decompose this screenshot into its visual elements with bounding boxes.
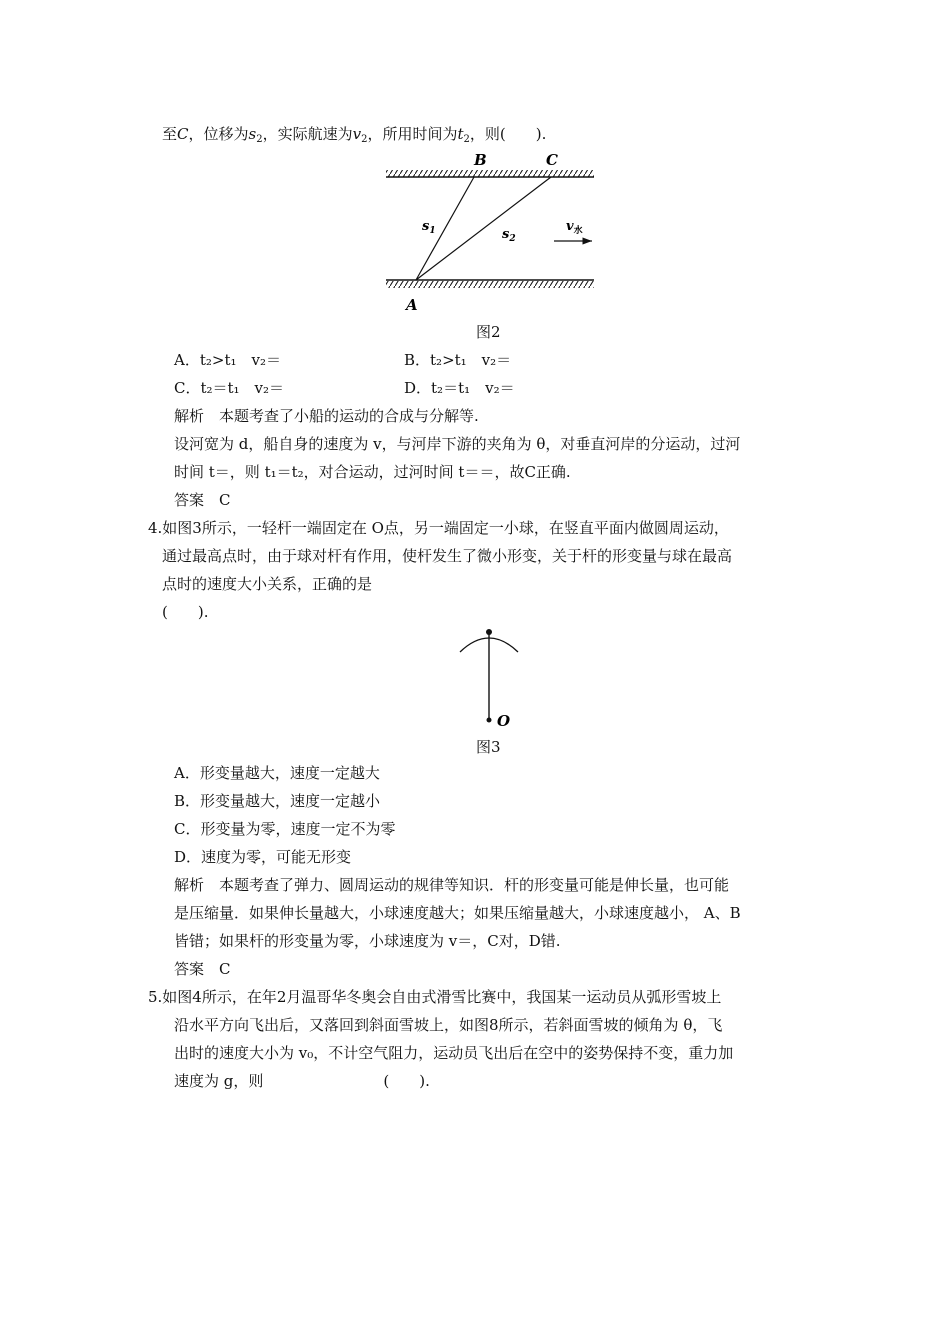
q4-stem-line-1: 4.如图3所示，一轻杆一端固定在 O点，另一端固定一小球，在竖直平面内做圆周运动， xyxy=(148,519,729,537)
q4-analysis-line-1: 解析 本题考查了弹力、圆周运动的规律等知识．杆的形变量可能是伸长量，也可能 xyxy=(174,876,730,894)
q4-analysis-line-3: 皆错；如果杆的形变量为零，小球速度为 v＝，C对，D错. xyxy=(174,932,561,950)
label-A: A xyxy=(406,296,418,314)
q3-analysis-line-2: 设河宽为 d，船自身的速度为 v，与河岸下游的夹角为 θ，对垂直河岸的分运动，过河 xyxy=(174,435,741,453)
intro-text-1: ，位移为 xyxy=(188,125,249,143)
bottom-bank-hatch xyxy=(386,281,594,288)
figure-2-caption: 图2 xyxy=(476,323,501,341)
figure-3-caption: 图3 xyxy=(476,738,501,756)
q3-option-B: B．t₂>t₁ v₂＝ xyxy=(404,351,512,369)
figure-3-rod-diagram xyxy=(444,622,534,732)
intro-speed: v xyxy=(352,125,362,143)
q4-answer: 答案 C xyxy=(174,960,231,978)
q3-option-C: C．t₂＝t₁ v₂＝ xyxy=(174,379,285,397)
q3-option-D: D．t₂＝t₁ v₂＝ xyxy=(404,379,515,397)
intro-speed-sub: 2 xyxy=(361,134,368,145)
q3-option-A: A．t₂>t₁ v₂＝ xyxy=(174,351,281,369)
q4-stem-line-2: 通过最高点时，由于球对杆有作用，使杆发生了微小形变，关于杆的形变量与球在最高 xyxy=(162,547,733,565)
intro-time: t xyxy=(457,125,464,143)
label-B: B xyxy=(474,151,487,169)
pivot-O xyxy=(487,718,492,723)
intro-text-2: ，实际航速为 xyxy=(262,125,353,143)
label-s1: $s_1$ xyxy=(422,219,436,236)
path-s2-line xyxy=(416,177,551,280)
intro-line xyxy=(162,124,546,150)
intro-disp: s xyxy=(248,125,257,143)
label-v-water: $v_水$ xyxy=(566,219,583,236)
q3-analysis-line-3: 时间 t＝，则 t₁＝t₂，对合运动，过河时间 t＝＝，故C正确. xyxy=(174,463,571,481)
top-bank-hatch xyxy=(386,170,594,177)
q4-option-D: D．速度为零，可能无形变 xyxy=(174,848,352,866)
q5-stem-line-1: 5.如图4所示，在年2月温哥华冬奥会自由式滑雪比赛中，我国某一运动员从弧形雪坡上 xyxy=(148,988,722,1006)
label-C: C xyxy=(546,151,558,169)
q4-option-C: C．形变量为零，速度一定不为零 xyxy=(174,820,396,838)
q3-answer: 答案 C xyxy=(174,491,231,509)
q3-analysis-line-1: 解析 本题考查了小船的运动的合成与分解等. xyxy=(174,407,479,425)
q4-stem-line-3: 点时的速度大小关系，正确的是 xyxy=(162,575,373,593)
q5-stem-line-2: 沿水平方向飞出后，又落回到斜面雪坡上，如图8所示，若斜面雪坡的倾角为 θ，飞 xyxy=(174,1016,723,1034)
label-O: O xyxy=(497,712,511,730)
intro-text-4: ，则( ). xyxy=(469,125,547,143)
intro-text-3: ，所用时间为 xyxy=(367,125,458,143)
intro-point: C xyxy=(177,125,189,143)
intro-prefix: 至 xyxy=(162,125,178,143)
q5-stem-line-3: 出时的速度大小为 v₀，不计空气阻力，运动员飞出后在空中的姿势保持不变，重力加 xyxy=(174,1044,734,1062)
label-s2: $s_2$ xyxy=(502,227,516,244)
q5-stem-line-4: 速度为 g，则 ( ). xyxy=(174,1072,430,1090)
q4-option-A: A．形变量越大，速度一定越大 xyxy=(174,764,380,782)
figure-2-river-diagram xyxy=(380,150,610,320)
q4-analysis-line-2: 是压缩量．如果伸长量越大，小球速度越大；如果压缩量越大，小球速度越小， A、B xyxy=(174,904,741,922)
intro-time-sub: 2 xyxy=(463,134,470,145)
ball-top xyxy=(486,629,492,635)
intro-disp-sub: 2 xyxy=(256,134,263,145)
q4-stem-line-4: ( ). xyxy=(162,603,209,621)
q4-option-B: B．形变量越大，速度一定越小 xyxy=(174,792,381,810)
